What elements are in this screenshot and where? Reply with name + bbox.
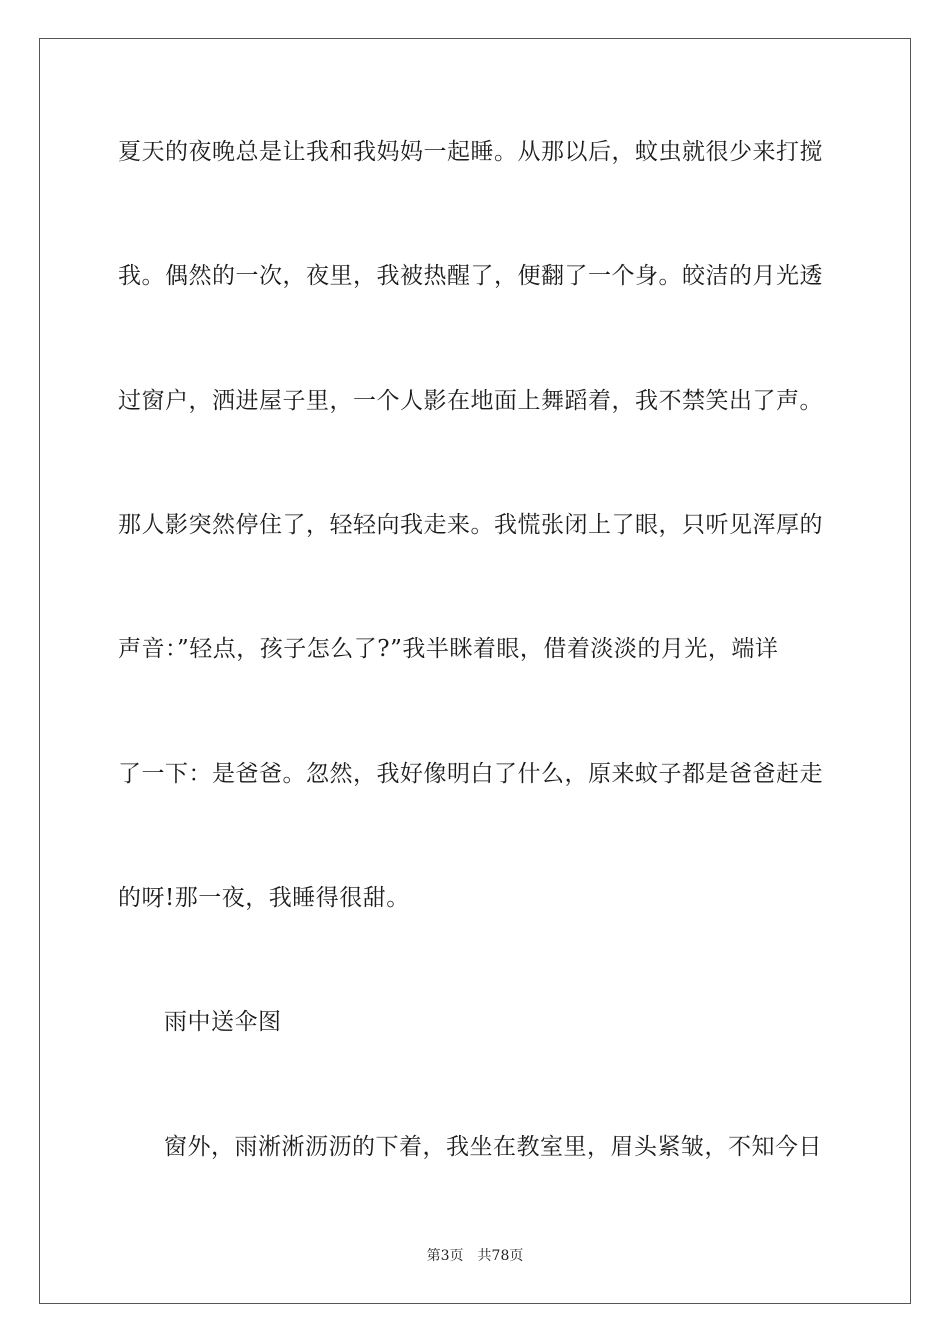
paragraph-line: 了一下：是爸爸。忽然，我好像明白了什么，原来蚊子都是爸爸赶走 (118, 761, 823, 787)
page-footer (0, 1247, 950, 1265)
page-border (39, 38, 911, 1304)
paragraph-line: 过窗户，洒进屋子里，一个人影在地面上舞蹈着，我不禁笑出了声。 (118, 388, 823, 414)
paragraph-line: 我。偶然的一次，夜里，我被热醒了，便翻了一个身。皎洁的月光透 (118, 263, 823, 289)
paragraph-line: 窗外，雨淅淅沥沥的下着，我坐在教室里，眉头紧皱，不知今日 (164, 1134, 822, 1160)
page-number: 第3页 (426, 1248, 464, 1264)
total-pages: 共78页 (477, 1248, 524, 1264)
paragraph-line: 夏天的夜晚总是让我和我妈妈一起睡。从那以后，蚊虫就很少来打搅 (118, 139, 823, 165)
paragraph-line: 声音：”轻点，孩子怎么了?”我半眯着眼，借着淡淡的月光，端详 (118, 636, 779, 662)
section-title: 雨中送伞图 (164, 1009, 282, 1035)
paragraph-line: 的呀!那一夜，我睡得很甜。 (118, 885, 410, 911)
paragraph-line: 那人影突然停住了，轻轻向我走来。我慌张闭上了眼，只听见浑厚的 (118, 512, 823, 538)
